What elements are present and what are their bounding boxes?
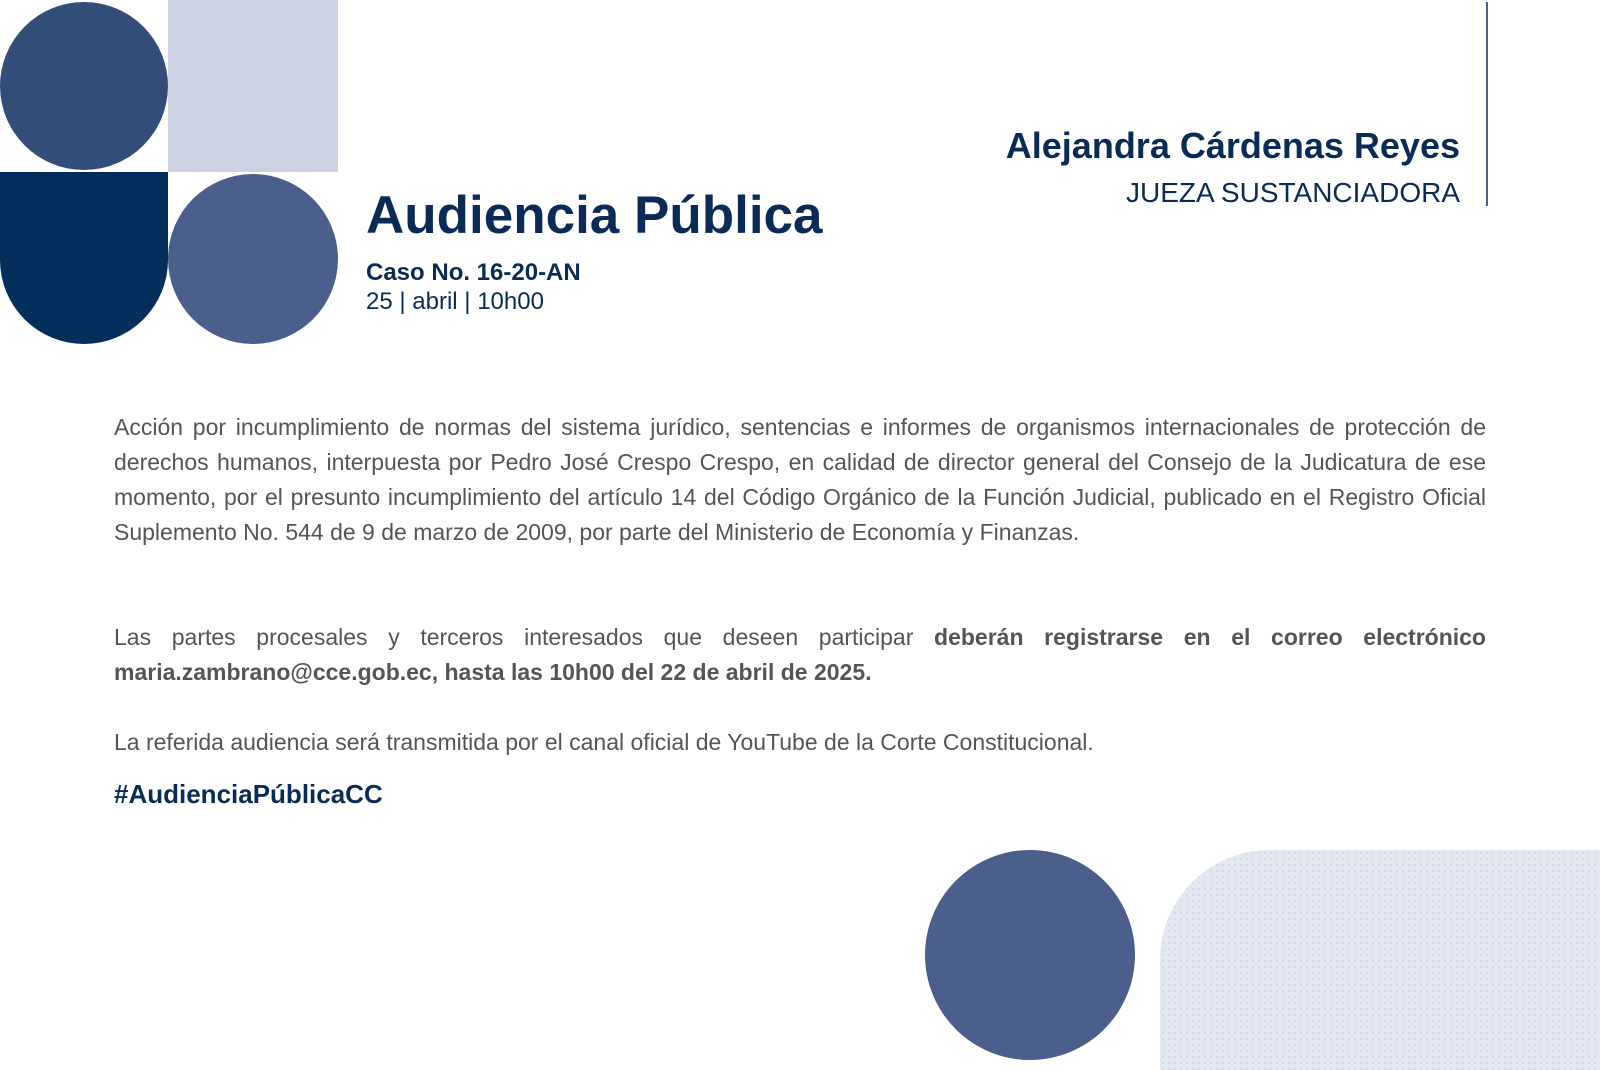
decor-circle-top-left (0, 2, 168, 170)
decor-vertical-line (1486, 2, 1488, 206)
case-description: Acción por incumplimiento de normas del sistema jurídico, sentencias e informes de organismos internacionales de protección de derechos humanos, interpuesta por Pedro José Crespo Crespo, en calidad de director general del Consejo de la Judicatura de ese momento, por el presunto incumplimiento del artículo 14 del Código Orgánico de la Función Judicial, publicado en el Registro Oficial Suplemento No. 544 de 9 de marzo de 2009, por parte del Ministerio de Economía y Finanzas. (114, 414, 1486, 545)
decor-circle-bottom (925, 850, 1135, 1060)
registration-intro: Las partes procesales y terceros interesados que deseen participar (114, 624, 935, 650)
judge-role: JUEZA SUSTANCIADORA (1126, 177, 1460, 208)
registration-instructions (114, 620, 1486, 690)
hearing-date-time: 25 | abril | 10h00 (366, 288, 544, 315)
registration-deadline: deberán registrarse en el correo electrónico maria.zambrano@cce.gob.ec, hasta las 10h00 del 22 de abril de 2025. (114, 624, 1486, 685)
case-number: Caso No. 16-20-AN (366, 259, 581, 286)
broadcast-note: La referida audiencia será transmitida por el canal oficial de YouTube de la Corte Constitucional. (114, 729, 1094, 755)
judge-name: Alejandra Cárdenas Reyes (1005, 125, 1460, 166)
page-title: Audiencia Pública (366, 186, 823, 245)
decor-circle-mid (168, 174, 338, 344)
decor-square-lavender (168, 0, 338, 172)
decor-half-round-navy (0, 172, 168, 344)
decor-dotted-pill-bottom (1160, 850, 1600, 1070)
hashtag: #AudienciaPúblicaCC (114, 779, 383, 809)
